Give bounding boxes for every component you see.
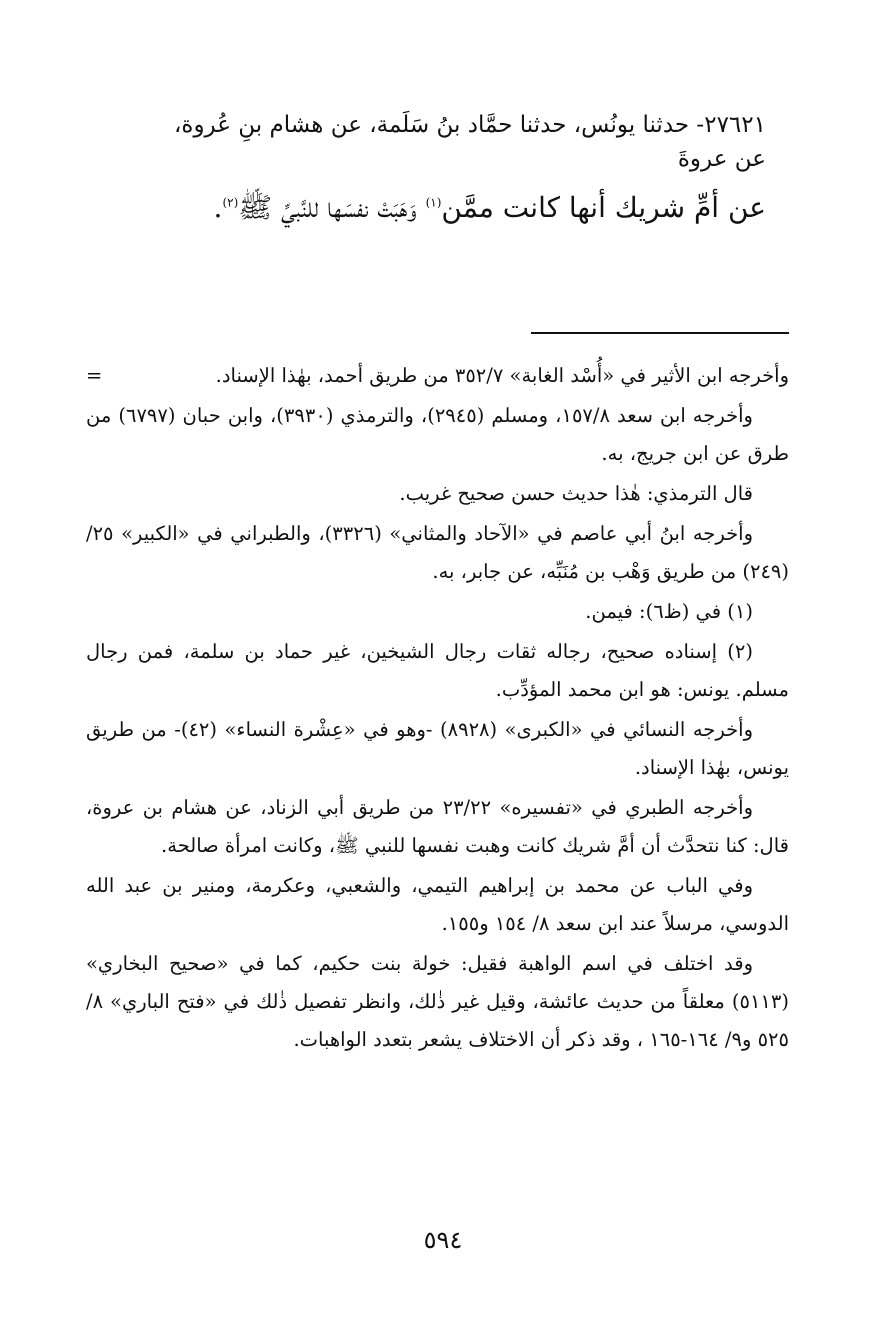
hadith-matn-end: . bbox=[213, 191, 223, 224]
footnote-paragraph: قال الترمذي: هٰذا حديث حسن صحيح غريب. bbox=[399, 482, 753, 505]
footnote-paragraph: وأخرجه النسائي في «الكبرى» (٨٩٢٨) -وهو في «عِشْرة النساء» (٤٢)- من طريق يونس، بهٰذا الإسناد. bbox=[86, 718, 789, 779]
hadith-isnad-line-2: عن عروةَ bbox=[677, 146, 766, 172]
footnote-ref-1[interactable]: (١) bbox=[425, 195, 442, 210]
footnote-paragraph: وفي الباب عن محمد بن إبراهيم التيمي، والشعبي، وعكرمة، ومنير بن عبد الله الدوسي، مرسلاً عند ابن سعد ٨/ ١٥٤ و١٥٥. bbox=[86, 874, 789, 935]
hadith-matn bbox=[100, 186, 766, 230]
hadith-block bbox=[100, 108, 766, 230]
footnote-paragraph: وقد اختلف في اسم الواهبة فقيل: خولة بنت حكيم، كما في «صحيح البخاري» (٥١١٣) معلقاً من حديث عائشة، وقيل غير ذٰلك، وانظر تفصيل ذٰلك في «فتح الباري» ٨/ ٥٢٥ و٩/ ١٦٤-١٦٥ ، وقد ذكر أن الاختلاف يشعر بتعدد الواهبات. bbox=[86, 952, 789, 1051]
footnote-paragraph: = وأخرجه ابن الأثير في «أُسْد الغابة» ٣٥٢/٧ من طريق أحمد، بهٰذا الإسناد. bbox=[86, 357, 789, 395]
footnotes bbox=[86, 357, 789, 1061]
footnote-1: (١) في (ظ٦): فيمن. bbox=[585, 600, 753, 623]
hadith-matn-text-2: وَهَبَتْ نفسَها للنَّبيِّ ﷺ bbox=[238, 191, 426, 224]
footnote-ref-2[interactable]: (٢) bbox=[222, 195, 239, 210]
footnote-separator bbox=[531, 332, 789, 334]
continuation-mark: = bbox=[86, 364, 103, 387]
footnote-paragraph: وأخرجه ابن سعد ١٥٧/٨، ومسلم (٢٩٤٥)، والترمذي (٣٩٣٠)، وابن حبان (٦٧٩٧) من طرق عن ابن جريج، به. bbox=[86, 404, 789, 465]
hadith-matn-text: عن أمِّ شريك أنها كانت ممَّن bbox=[441, 191, 766, 224]
hadith-isnad-line-1: ٢٧٦٢١- حدثنا يونُس، حدثنا حمَّاد بنُ سَلَمة، عن هشام بنِ عُروة، bbox=[173, 112, 766, 138]
page-number: ٥٩٤ bbox=[423, 1226, 463, 1254]
footnote-2: (٢) إسناده صحيح، رجاله ثقات رجال الشيخين، غير حماد بن سلمة، فمن رجال مسلم. يونس: هو ابن محمد المؤدِّب. bbox=[86, 640, 789, 701]
footnote-paragraph: وأخرجه ابنُ أبي عاصم في «الآحاد والمثاني» (٣٣٢٦)، والطبراني في «الكبير» ٢٥/ (٢٤٩) من طريق وَهْب بن مُنَبِّه، عن جابر، به. bbox=[86, 522, 789, 583]
footnote-paragraph: وأخرجه الطبري في «تفسيره» ٢٣/٢٢ من طريق أبي الزناد، عن هشام بن عروة، قال: كنا نتحدَّث أن أمَّ شريك كانت وهبت نفسها للنبي ﷺ، وكانت امرأة صالحة. bbox=[86, 796, 789, 857]
